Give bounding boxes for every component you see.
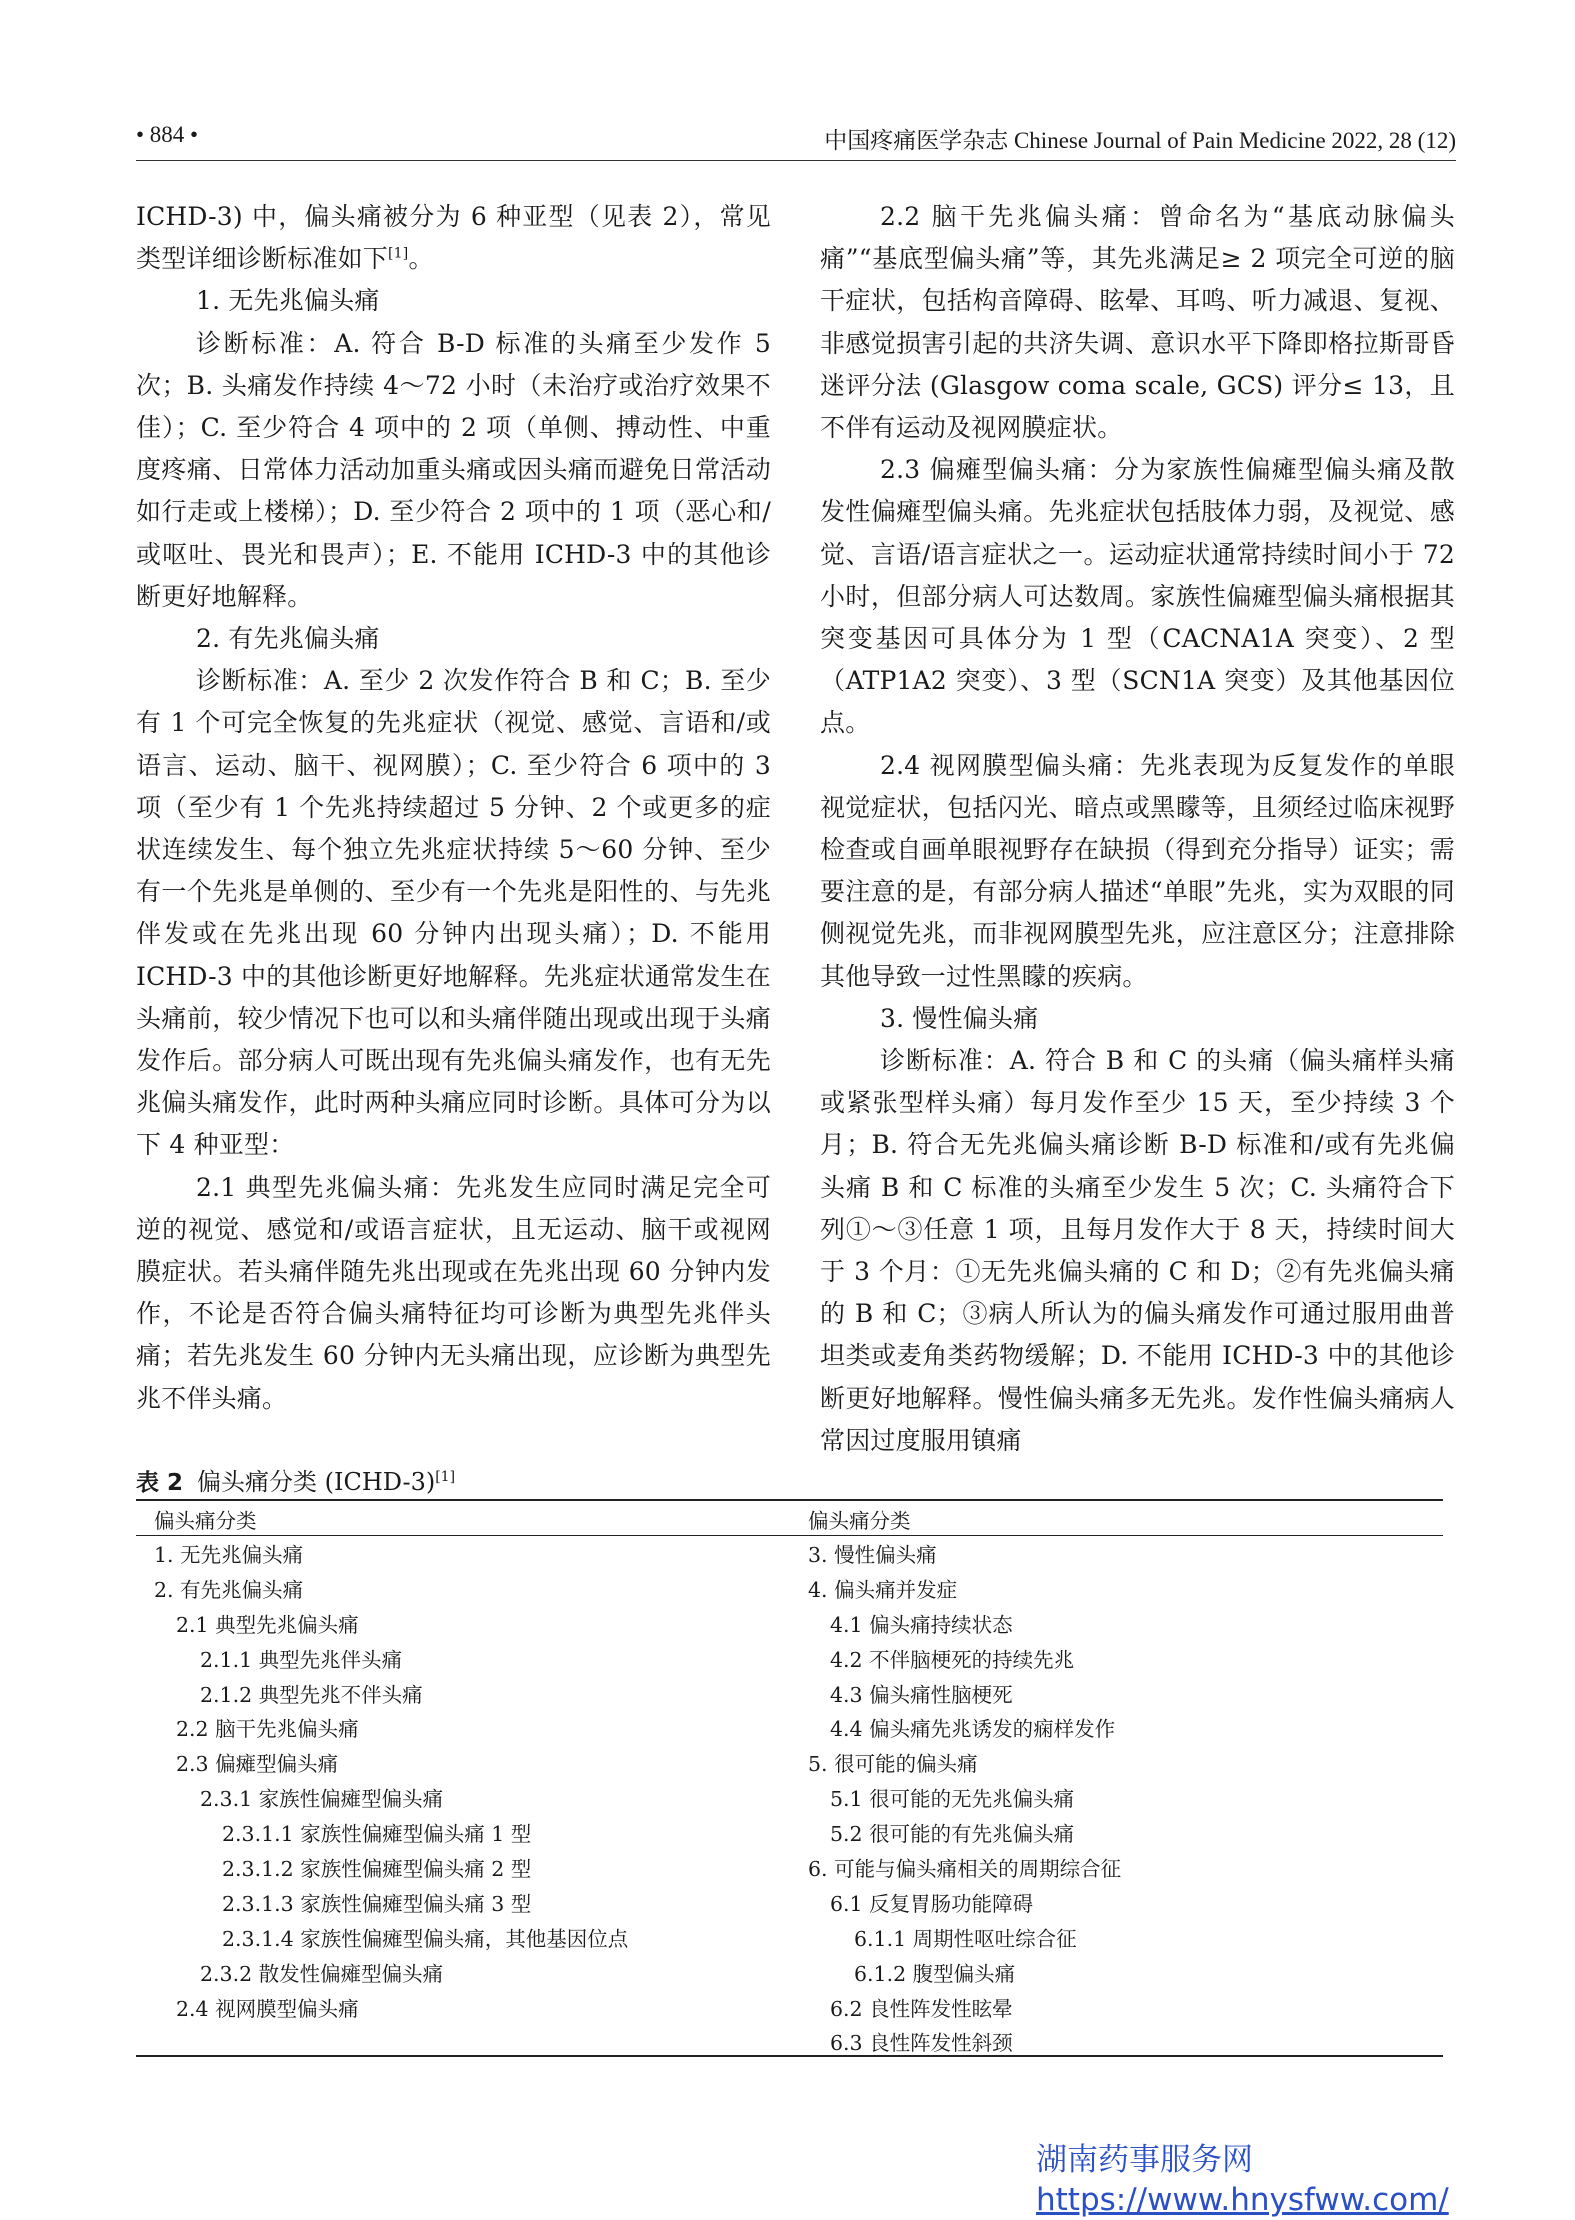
paragraph: 2.1 典型先兆偏头痛：先兆发生应同时满足完全可逆的视觉、感觉和/或语言症状，且无运动、脑干或视网膜症状。若头痛伴随先兆出现或在先兆出现 60 分钟内发作，不论是否符合偏头痛特征均可诊断为典型先兆伴头痛；若先兆发生 60 分钟内无头痛出现，应诊断为典型先兆不伴头痛。 [136,1172,771,1413]
paragraph: ICHD-3) 中，偏头痛被分为 6 种亚型（见表 2），常见类型详细诊断标准如下[1]。 [136,202,771,274]
table-row: 5.2 很可能的有先兆偏头痛 [830,1822,1075,1847]
table-row: 2.1 典型先兆偏头痛 [176,1612,359,1637]
table-row: 2.1.1 典型先兆伴头痛 [200,1647,403,1672]
watermark-site-name: 湖南药事服务网 [1036,2142,1253,2178]
table-row: 6. 可能与偏头痛相关的周期综合征 [808,1857,1122,1882]
table-row: 2.3.1.1 家族性偏瘫型偏头痛 1 型 [222,1822,532,1847]
table-row: 2. 有先兆偏头痛 [154,1577,304,1602]
table-caption [136,1462,455,1497]
table-row: 3. 慢性偏头痛 [808,1543,937,1567]
table-bottom-rule [136,2055,1443,2057]
table-row: 4. 偏头痛并发症 [808,1577,958,1602]
running-header [136,122,1456,156]
table-row: 2.3.1.3 家族性偏瘫型偏头痛 3 型 [222,1891,532,1916]
table-row: 2.3 偏瘫型偏头痛 [176,1752,339,1777]
page-number: • 884 • [136,122,199,147]
table-title: 偏头痛分类 (ICHD-3) [197,1468,436,1496]
table-citation: [1] [435,1469,456,1485]
table-row: 2.3.1.4 家族性偏瘫型偏头痛，其他基因位点 [222,1926,629,1951]
classification-table [136,1499,1443,2059]
paragraph: 2.3 偏瘫型偏头痛：分为家族性偏瘫型偏头痛及散发性偏瘫型偏头痛。先兆症状包括肢体力弱，及视觉、感觉、言语/语言症状之一。运动症状通常持续时间小于 72 小时，但部分病人可达数周。家族性偏瘫型偏头痛根据其突变基因可具体分为 1 型（CACNA1A 突变）、2 型（ATP1A2 突变）、3 型（SCN1A 突变）及其他基因位点。 [820,455,1455,738]
paragraph: 2.4 视网膜型偏头痛：先兆表现为反复发作的单眼视觉症状，包括闪光、暗点或黑矇等，且须经过临床视野检查或自画单眼视野存在缺损（得到充分指导）证实；需要注意的是，有部分病人描述“单眼”先兆，实为双眼的同侧视觉先兆，而非视网膜型先兆，应注意区分；注意排除其他导致一过性黑矇的疾病。 [820,750,1455,991]
paragraph: 2.2 脑干先兆偏头痛：曾命名为“基底动脉偏头痛”“基底型偏头痛”等，其先兆满足≥ 2 项完全可逆的脑干症状，包括构音障碍、眩晕、耳鸣、听力减退、复视、非感觉损害引起的共济失调、意识水平下降即格拉斯哥昏迷评分法 (Glasgow coma scale, GCS) 评分≤ 13，且不伴有运动及视网膜症状。 [820,202,1455,443]
paragraph: 3. 慢性偏头痛 [880,1003,1039,1033]
table-row: 6.1.1 周期性呕吐综合征 [854,1926,1077,1951]
table-row: 2.1.2 典型先兆不伴头痛 [200,1682,423,1707]
table-header-left: 偏头痛分类 [154,1509,257,1533]
header-rule [136,160,1456,161]
table-row: 6.2 良性阵发性眩晕 [830,1996,1013,2021]
table-row: 1. 无先兆偏头痛 [154,1543,304,1567]
citation: [1] [388,245,409,262]
table-row: 2.3.1 家族性偏瘫型偏头痛 [200,1787,444,1812]
paragraph: 诊断标准：A. 符合 B 和 C 的头痛（偏头痛样头痛或紧张型样头痛）每月发作至少 15 天，至少持续 3 个月；B. 符合无先兆偏头痛诊断 B-D 标准和/或有先兆偏头痛 B 和 C 标准的头痛至少发生 5 次；C. 头痛符合下列①～③任意 1 项，且每月发作大于 8 天，持续时间大于 3 个月：①无先兆偏头痛的 C 和 D；②有先兆偏头痛的 B 和 C；③病人所认为的偏头痛发作可通过服用曲普坦类或麦角类药物缓解；D. 不能用 ICHD-3 中的其他诊断更好地解释。慢性偏头痛多无先兆。发作性偏头痛病人常因过度服用镇痛 [820,1046,1455,1455]
table-row: 2.2 脑干先兆偏头痛 [176,1717,359,1742]
right-text-column [820,196,1455,1462]
table-row: 4.1 偏头痛持续状态 [830,1612,1013,1637]
left-text-column [136,196,771,1420]
paragraph: 1. 无先兆偏头痛 [196,286,380,316]
table-row: 6.1.2 腹型偏头痛 [854,1961,1016,1986]
table-row: 2.3.1.2 家族性偏瘫型偏头痛 2 型 [222,1857,532,1882]
table-row: 4.3 偏头痛性脑梗死 [830,1682,1013,1707]
paragraph: 2. 有先兆偏头痛 [196,624,380,654]
watermark [1036,2140,1449,2220]
table-row: 2.4 视网膜型偏头痛 [176,1996,359,2021]
table-row: 5. 很可能的偏头痛 [808,1752,978,1777]
table-header-rule [136,1535,1443,1536]
table-row: 4.2 不伴脑梗死的持续先兆 [830,1647,1075,1672]
table-row: 4.4 偏头痛先兆诱发的痫样发作 [830,1717,1116,1742]
table-row: 6.3 良性阵发性斜颈 [830,2031,1013,2056]
table-label: 表 2 [136,1470,184,1496]
table-row: 2.3.2 散发性偏瘫型偏头痛 [200,1961,444,1986]
table-header-right: 偏头痛分类 [808,1509,911,1533]
table-row: 5.1 很可能的无先兆偏头痛 [830,1787,1075,1812]
table-right-column [808,1538,1121,2061]
table-left-column [154,1538,628,2026]
journal-citation: 中国疼痛医学杂志 Chinese Journal of Pain Medicine 2022, 28 (12) [824,128,1456,153]
watermark-url[interactable]: https://www.hnysfww.com/ [1036,2182,1449,2218]
table-top-rule [136,1499,1443,1501]
table-row: 6.1 反复胃肠功能障碍 [830,1891,1034,1916]
paragraph: 诊断标准：A. 符合 B-D 标准的头痛至少发作 5 次；B. 头痛发作持续 4～72 小时（未治疗或治疗效果不佳）；C. 至少符合 4 项中的 2 项（单侧、搏动性、中重度疼痛、日常体力活动加重头痛或因头痛而避免日常活动如行走或上楼梯）；D. 至少符合 2 项中的 1 项（恶心和/或呕吐、畏光和畏声）；E. 不能用 ICHD-3 中的其他诊断更好地解释。 [136,328,771,611]
paragraph: 诊断标准：A. 至少 2 次发作符合 B 和 C；B. 至少有 1 个可完全恢复的先兆症状（视觉、感觉、言语和/或语言、运动、脑干、视网膜）；C. 至少符合 6 项中的 3 项（至少有 1 个先兆持续超过 5 分钟、2 个或更多的症状连续发生、每个独立先兆症状持续 5～60 分钟、至少有一个先兆是单侧的、至少有一个先兆是阳性的、与先兆伴发或在先兆出现 60 分钟内出现头痛）；D. 不能用 ICHD-3 中的其他诊断更好地解释。先兆症状通常发生在头痛前，较少情况下也可以和头痛伴随出现或出现于头痛发作后。部分病人可既出现有先兆偏头痛发作，也有无先兆偏头痛发作，此时两种头痛应同时诊断。具体可分为以下 4 种亚型： [136,666,771,1160]
